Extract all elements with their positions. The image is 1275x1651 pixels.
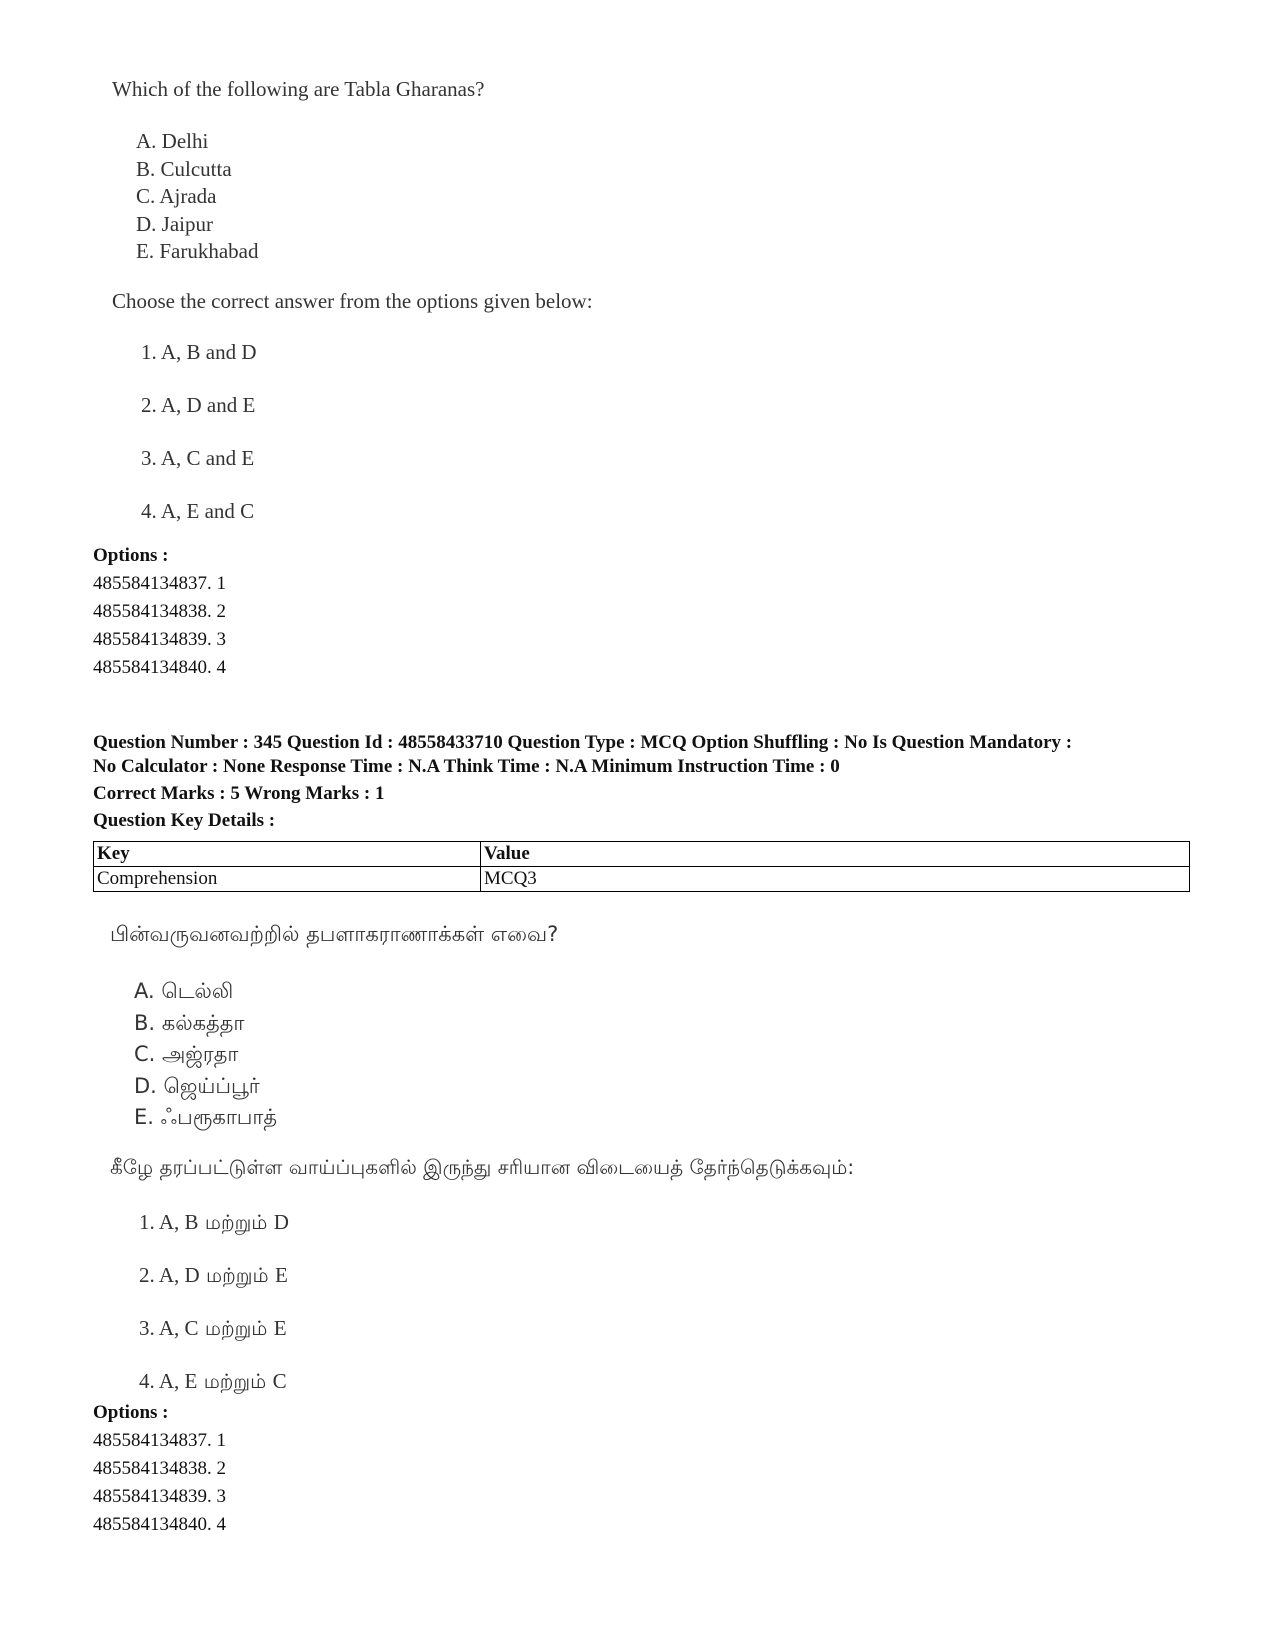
choose-instruction-tamil: கீழே தரப்பட்டுள்ள வாய்ப்புகளில் இருந்து சரியான விடையைத் தேர்ந்தெடுக்கவும்: [110,1155,855,1179]
answer-conjunction: மற்றும் [204,1210,268,1234]
statement-item: D. Jaipur [136,211,213,236]
statement-item: A. Delhi [136,129,209,153]
answer-conjunction: மற்றும் [203,1369,267,1393]
answer-conjunction: மற்றும் [206,1263,269,1287]
options-label: Options : [93,1402,169,1423]
question-key-table [93,841,1190,892]
meta-line: No Calculator : None Response Time : N.A Think Time : N.A Minimum Instruction Time : 0 [93,756,840,777]
statement-item: D. ஜெய்ப்பூர் [134,1073,260,1098]
option-line: 485584134838. 2 [93,601,226,622]
answer-choice [139,1369,287,1396]
option-line: 485584134837. 1 [93,573,226,594]
statement-item: E. Farukhabad [136,239,259,263]
statement-item: E. ஃபரூகாபாத் [134,1105,278,1129]
meta-line: Question Number : 345 Question Id : 48558433710 Question Type : MCQ Option Shuffling : No Is Question Mandatory : [93,732,1073,753]
answer-choice [139,1210,289,1237]
option-line: 485584134839. 3 [93,629,226,650]
statement-item: C. அஜ்ரதா [134,1042,239,1066]
answer-prefix: 1. A, B [139,1210,199,1234]
answer-conjunction: மற்றும் [204,1316,268,1340]
options-label: Options : [93,545,169,566]
option-line: 485584134840. 4 [93,657,226,678]
meta-line: Correct Marks : 5 Wrong Marks : 1 [93,783,385,804]
question-text: Which of the following are Tabla Gharanas? [112,77,485,101]
table-cell: Comprehension [94,867,481,892]
answer-choice [139,1263,288,1290]
question-metadata [93,731,1203,833]
question-text-tamil: பின்வருவனவற்றில் தபளாகராணாக்கள் எவை? [110,922,559,946]
statement-item: B. Culcutta [136,156,232,181]
answer-suffix: C [272,1369,287,1393]
table-row [94,867,1190,892]
answer-prefix: 3. A, C [139,1316,199,1340]
answer-choice: 4. A, E and C [141,499,255,523]
table-header-row [94,842,1190,867]
statement-item: B. கல்கத்தா [134,1010,245,1035]
option-line: 485584134840. 4 [93,1514,226,1535]
meta-line: Question Key Details : [93,810,276,831]
answer-choice: 3. A, C and E [141,446,255,470]
option-line: 485584134839. 3 [93,1486,226,1507]
answer-suffix: E [274,1263,288,1287]
table-cell: MCQ3 [481,867,1190,892]
table-header-cell: Key [94,842,481,867]
option-line: 485584134838. 2 [93,1458,226,1479]
statement-list-tamil [134,976,277,1134]
answer-prefix: 2. A, D [139,1263,200,1287]
answer-suffix: D [273,1210,289,1234]
choose-instruction: Choose the correct answer from the options given below: [112,289,593,313]
answer-choice: 2. A, D and E [141,393,256,417]
answer-suffix: E [273,1316,287,1340]
statement-list [136,128,258,266]
statement-item: A. டெல்லி [134,979,234,1003]
statement-item: C. Ajrada [136,184,217,208]
answer-prefix: 4. A, E [139,1369,198,1393]
answer-choice: 1. A, B and D [141,340,257,364]
table-header-cell: Value [481,842,1190,867]
answer-choice [139,1316,287,1343]
option-line: 485584134837. 1 [93,1430,226,1451]
